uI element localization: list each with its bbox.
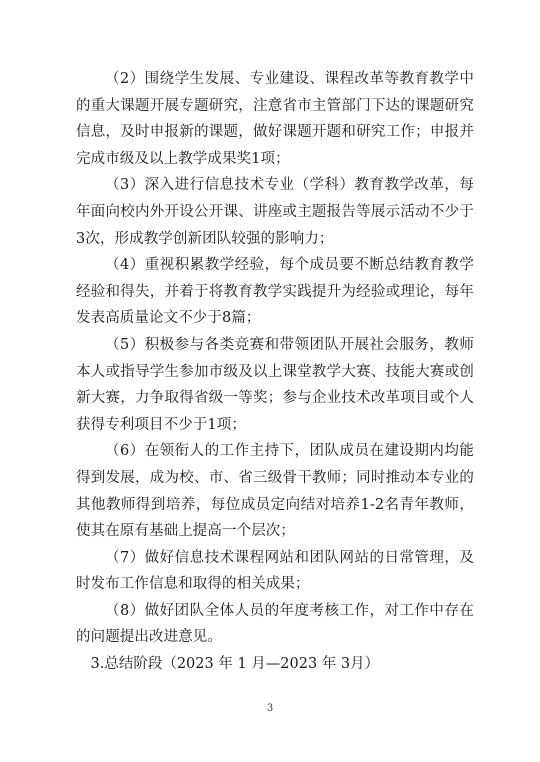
paragraph-item-2: （2）围绕学生发展、专业建设、课程改革等教育教学中的重大课题开展专题研究，注意省市主管部门下达的课题研究信息，及时申报新的课题，做好课题开题和研究工作；申报并完成市级及以上教学成果奖1项；	[76, 71, 474, 167]
paragraph-item-6: （6）在领衔人的工作主持下，团队成员在建设期内均能得到发展，成为校、市、省三级骨干教师；同时推动本专业的其他教师得到培养，每位成员定向结对培养1-2名青年教师，使其在原有基础上提高一个层次；	[76, 443, 474, 540]
page-number: 3	[266, 703, 274, 714]
paragraph-item-7: （7）做好信息技术课程网站和团队网站的日常管理，及时发布工作信息和取得的相关成果；	[76, 549, 474, 593]
section-heading: 3.总结阶段（2023 年 1 月—2023 年 3月）	[90, 656, 380, 673]
paragraph-item-3: （3）深入进行信息技术专业（学科）教育教学改革，每年面向校内外开设公开课、讲座或主题报告等展示活动不少于3次，形成教学创新团队较强的影响力；	[76, 177, 474, 247]
page-body	[76, 66, 474, 678]
paragraph-item-8: （8）做好团队全体人员的年度考核工作，对工作中存在的问题提出改进意见。	[76, 602, 474, 646]
paragraph-item-5: （5）积极参与各类竞赛和带领团队开展社会服务，教师本人或指导学生参加市级及以上课堂教学大赛、技能大赛或创新大赛，力争取得省级一等奖；参与企业技术改革项目或个人获得专利项目不少于1项；	[76, 336, 474, 433]
paragraph-item-4: （4）重视积累教学经验，每个成员要不断总结教育教学经验和得失，并着于将教育教学实践提升为经验或理论，每年发表高质量论文不少于8篇；	[76, 257, 474, 327]
